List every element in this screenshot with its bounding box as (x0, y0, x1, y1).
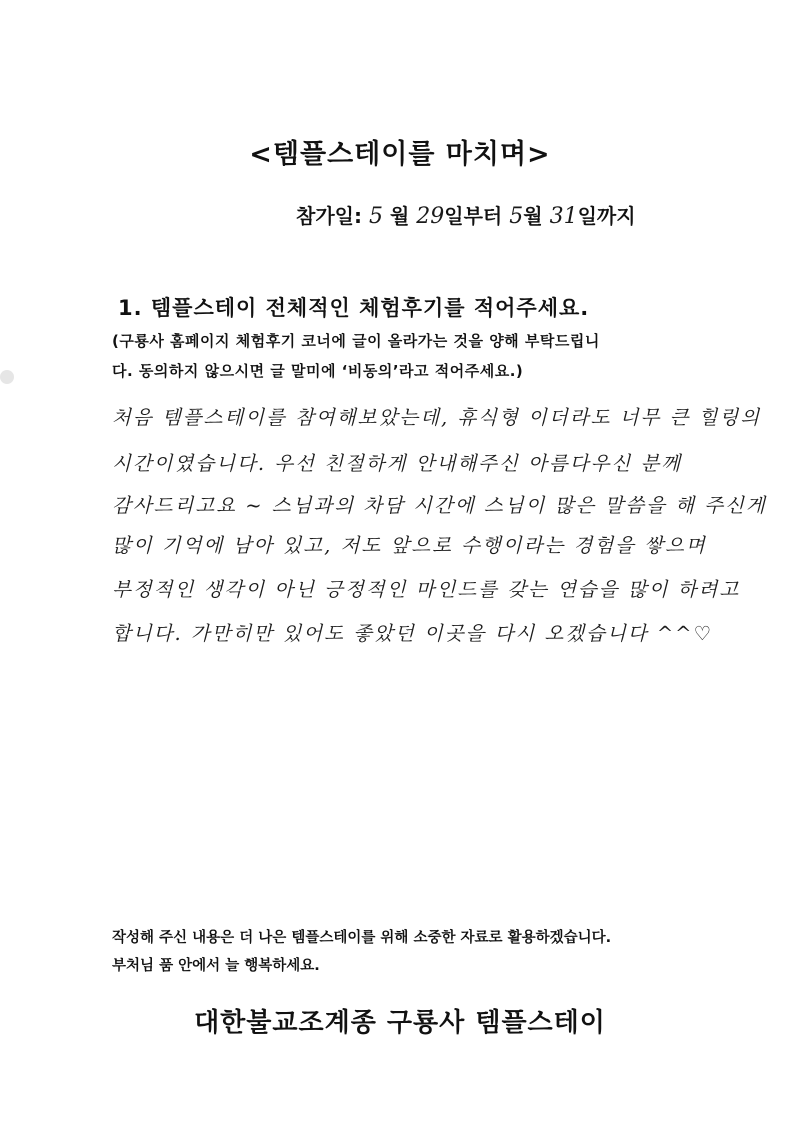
scan-smudge (0, 370, 14, 384)
start-day: 29 (416, 204, 445, 229)
closing-line-2: 부처님 품 안에서 늘 행복하세요. (112, 958, 320, 974)
notice-line-2: 다. 동의하지 않으시면 글 말미에 ‘비동의’라고 적어주세요.) (112, 362, 524, 380)
handwritten-line: 감사드리고요 ~ 스님과의 차담 시간에 스님이 많은 말씀을 해 주신게 (112, 494, 767, 517)
question-heading: 1. 템플스테이 전체적인 체험후기를 적어주세요. (118, 296, 590, 320)
period-label: 참가일: (296, 204, 362, 228)
closing-line-1: 작성해 주신 내용은 더 나은 템플스테이를 위해 소중한 자료로 활용하겠습니다. (112, 930, 612, 946)
end-month-unit: 월 (523, 204, 543, 228)
organization-name: 대한불교조계종 구룡사 템플스테이 (194, 1008, 606, 1038)
page-title: <템플스테이를 마치며> (249, 139, 551, 170)
start-month: 5 (368, 204, 383, 229)
handwritten-line: 합니다. 가만히만 있어도 좋았던 이곳을 다시 오겠습니다 ^^♡ (112, 622, 713, 645)
notice-line-1: (구룡사 홈페이지 체험후기 코너에 글이 올라가는 것을 양해 부탁드립니 (112, 332, 600, 350)
end-suffix: 일까지 (577, 204, 636, 228)
participation-period (296, 200, 636, 229)
handwritten-line: 시간이였습니다. 우선 친절하게 안내해주신 아름다우신 분께 (112, 452, 683, 475)
handwritten-line: 처음 템플스테이를 참여해보았는데, 휴식형 이더라도 너무 큰 힐링의 (112, 406, 762, 429)
handwritten-line: 많이 기억에 남아 있고, 저도 앞으로 수행이라는 경험을 쌓으며 (112, 534, 707, 557)
end-month: 5 (509, 204, 524, 229)
end-day: 31 (549, 204, 578, 229)
start-suffix: 일부터 (444, 204, 503, 228)
start-month-unit: 월 (389, 204, 410, 228)
handwritten-line: 부정적인 생각이 아닌 긍정적인 마인드를 갖는 연습을 많이 하려고 (112, 578, 741, 601)
